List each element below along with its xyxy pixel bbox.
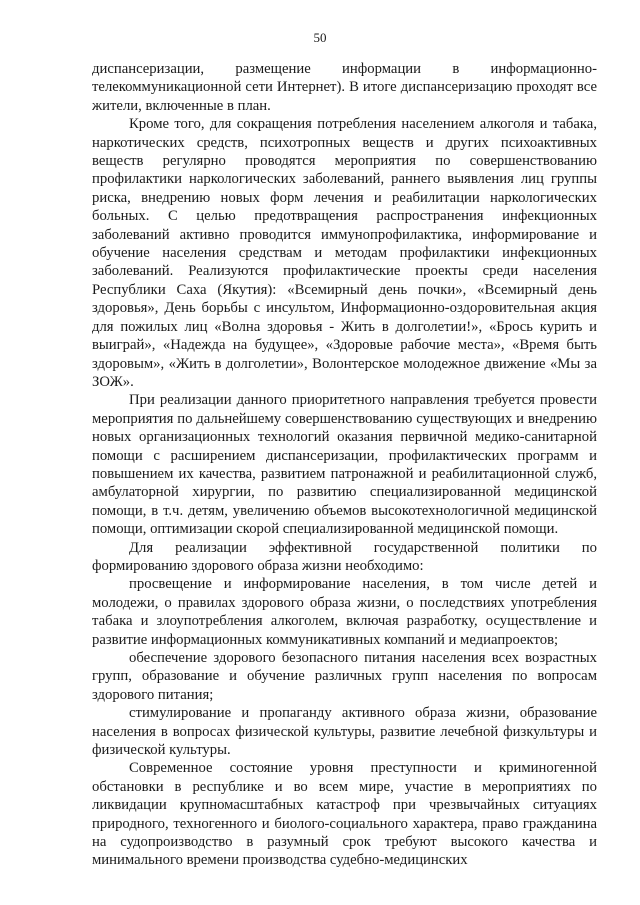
- document-body: [92, 60, 597, 870]
- paragraph-forensic: Современное состояние уровня преступности и криминогенной обстановки в республике и во всем мире, участие в мероприятиях по ликвидации крупномасштабных катастроф при чрезвычайных ситуациях природного, техногенного и биолого-социального характера, право гражданина на судопроизводство в разумный срок требуют высокого качества и минимального времени производства судебно-медицинских: [92, 760, 597, 869]
- paragraph-policy-intro: Для реализации эффективной государственной политики по формированию здорового образа жизни необходимо:: [92, 539, 597, 574]
- list-item-education: просвещение и информирование населения, в том числе детей и молодежи, о правилах здорового образа жизни, о последствиях употребления табака и злоупотребления алкоголем, включая разработку, осуществление и развитие информационных коммуникативных компаний и медиапроектов;: [92, 576, 597, 648]
- list-item-physical-activity: стимулирование и пропаганду активного образа жизни, образование населения в вопросах физической культуры, развитие лечебной физкультуры и физической культуры.: [92, 705, 597, 759]
- paragraph-primary-care: При реализации данного приоритетного направления требуется провести мероприятия по дальнейшему совершенствованию существующих и внедрению новых организационных технологий оказания первичной медико-санитарной помощи с расширением диспансеризации, профилактических программ и повышением их качества, развитием патронажной и реабилитационной служб, амбулаторной хирургии, по развитию специализированной медицинской помощи, в т.ч. детям, увеличению объемов высокотехнологичной медицинской помощи, оптимизации скорой специализированной медицинской помощи.: [92, 392, 597, 538]
- page-number: 50: [313, 30, 327, 45]
- paragraph-continuation: диспансеризации, размещение информации в информационно-телекоммуникационной сети Интернет). В итоге диспансеризацию проходят все жители, включенные в план.: [92, 61, 597, 114]
- paragraph-prevention-measures: Кроме того, для сокращения потребления населением алкоголя и табака, наркотических средств, психотропных веществ и других психоактивных веществ регулярно проводятся мероприятия по совершенствованию профилактики наркологических заболеваний, раннего выявления лиц группы риска, внедрению новых форм лечения и реабилитации наркологических больных. С целью предотвращения распространения инфекционных заболеваний активно проводится иммунопрофилактика, информирование и обучение населения средствам и методам профилактики инфекционных заболеваний. Реализуются профилактические проекты среди населения Республики Саха (Якутия): «Всемирный день почки», «Всемирный день здоровья», День борьбы с инсультом, Информационно-оздоровительная акция для пожилых лиц «Волна здоровья - Жить в долголетии!», «Брось курить и выиграй», «Надежда на будущее», «Здоровые рабочие места», «Время быть здоровым», «Жить в долголетии», Волонтерское молодежное движение «Мы за ЗОЖ».: [92, 116, 597, 390]
- list-item-nutrition: обеспечение здорового безопасного питания населения всех возрастных групп, образование и обучение различных групп населения по вопросам здорового питания;: [92, 650, 597, 703]
